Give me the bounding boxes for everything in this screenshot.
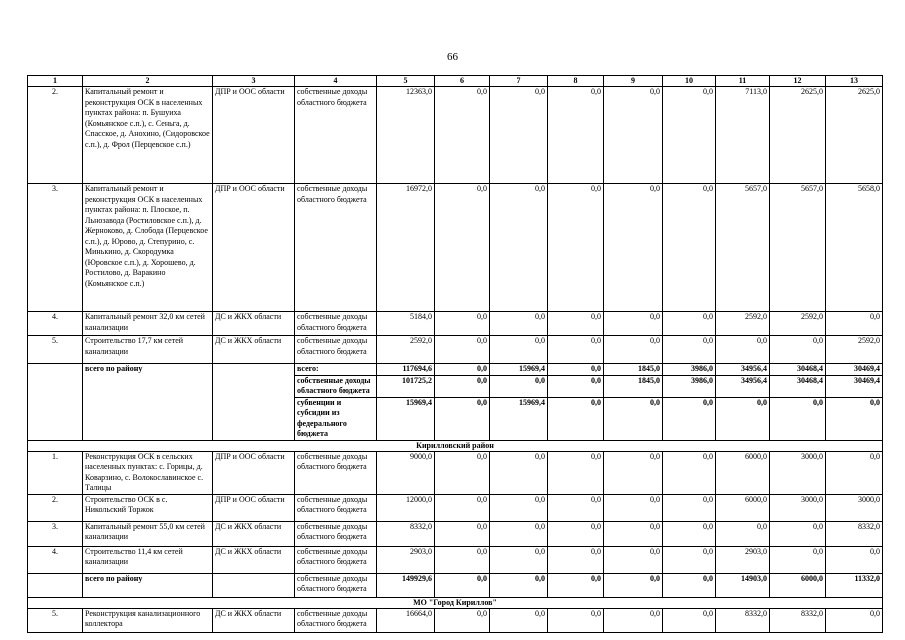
- value-cell: 0,0: [548, 87, 604, 184]
- executor-cell: ДПР и ООС области: [213, 494, 295, 521]
- column-header: 11: [716, 76, 770, 87]
- row-number-cell: 3.: [28, 521, 83, 546]
- funding-source: собственные доходы областного бюджета: [295, 312, 377, 336]
- value-cell: 9000,0: [377, 451, 435, 494]
- funding-source: собственные доходы областного бюджета: [295, 521, 377, 546]
- value-cell: 0,0: [490, 521, 548, 546]
- column-header: 12: [770, 76, 826, 87]
- project-name: Капитальный ремонт 32,0 км сетей канализации: [83, 312, 213, 336]
- value-cell: 30468,4: [770, 375, 826, 397]
- value-cell: 0,0: [435, 336, 490, 364]
- value-cell: 0,0: [663, 521, 716, 546]
- budget-table: [27, 75, 883, 633]
- value-cell: 117694,6: [377, 364, 435, 376]
- project-name: Капитальный ремонт и реконструкция ОСК в населенных пунктах района: п. Плоское, п. Льнозавода (Ростиловское с.п.), д. Жерноково, д. Слобода (Перцевское с.п.), д. Юрово, д. Степурино, с. Минькино, д. Скородумка (Юровское с.п.), д. Хорошево, д. Ростилово, д. Варакино (Комьянское с.п.): [83, 184, 213, 312]
- value-cell: 30469,4: [826, 375, 883, 397]
- value-cell: 2903,0: [377, 546, 435, 573]
- funding-source: собственные доходы областного бюджета: [295, 608, 377, 632]
- value-cell: 0,0: [548, 608, 604, 632]
- value-cell: 30469,4: [826, 364, 883, 376]
- value-cell: 0,0: [663, 184, 716, 312]
- value-cell: 0,0: [435, 608, 490, 632]
- value-cell: 0,0: [663, 312, 716, 336]
- value-cell: 14903,0: [716, 573, 770, 597]
- value-cell: 5184,0: [377, 312, 435, 336]
- column-header: 8: [548, 76, 604, 87]
- funding-source: собственные доходы областного бюджета: [295, 375, 377, 397]
- row-number-cell: 5.: [28, 336, 83, 364]
- value-cell: 6000,0: [716, 451, 770, 494]
- value-cell: 8332,0: [826, 521, 883, 546]
- row-number-cell: 4.: [28, 546, 83, 573]
- value-cell: 0,0: [490, 608, 548, 632]
- value-cell: 0,0: [490, 87, 548, 184]
- value-cell: 34956,4: [716, 375, 770, 397]
- value-cell: 2903,0: [716, 546, 770, 573]
- column-header: 9: [604, 76, 663, 87]
- table-row: [28, 184, 883, 312]
- project-name: всего по району: [83, 573, 213, 597]
- value-cell: 0,0: [548, 184, 604, 312]
- column-header: 4: [295, 76, 377, 87]
- value-cell: 2592,0: [826, 336, 883, 364]
- value-cell: 0,0: [604, 494, 663, 521]
- table-row: [28, 312, 883, 336]
- value-cell: 0,0: [770, 521, 826, 546]
- project-name: Строительство ОСК в с. Никольский Торжок: [83, 494, 213, 521]
- column-header: 5: [377, 76, 435, 87]
- value-cell: 0,0: [770, 336, 826, 364]
- funding-source: собственные доходы областного бюджета: [295, 494, 377, 521]
- executor-cell: ДС и ЖКХ области: [213, 521, 295, 546]
- funding-source: субвенции и субсидии из федерального бюджета: [295, 397, 377, 440]
- value-cell: 30468,4: [770, 364, 826, 376]
- total-row: [28, 364, 883, 376]
- executor-cell: ДПР и ООС области: [213, 451, 295, 494]
- value-cell: 0,0: [548, 397, 604, 440]
- value-cell: 0,0: [435, 375, 490, 397]
- value-cell: 0,0: [716, 397, 770, 440]
- value-cell: 0,0: [490, 336, 548, 364]
- table-row: [28, 87, 883, 184]
- row-number-cell: 4.: [28, 312, 83, 336]
- funding-source: собственные доходы областного бюджета: [295, 573, 377, 597]
- value-cell: 12000,0: [377, 494, 435, 521]
- value-cell: 0,0: [604, 608, 663, 632]
- value-cell: 0,0: [490, 573, 548, 597]
- value-cell: 0,0: [548, 573, 604, 597]
- page-number: 66: [447, 51, 458, 63]
- value-cell: 0,0: [490, 312, 548, 336]
- value-cell: 15969,4: [377, 397, 435, 440]
- value-cell: 5657,0: [716, 184, 770, 312]
- value-cell: 0,0: [435, 521, 490, 546]
- executor-cell: [213, 364, 295, 441]
- value-cell: 0,0: [826, 312, 883, 336]
- row-number-cell: 1.: [28, 451, 83, 494]
- value-cell: 0,0: [548, 364, 604, 376]
- value-cell: 0,0: [663, 573, 716, 597]
- project-name: Капитальный ремонт и реконструкция ОСК в населенных пунктах района: п. Бушуиха (Комьянское с.п.), с. Сеньга, д. Спасское, д. Анохино, (Сидоровское с.п.), д. Фрол (Перцевское с.п.): [83, 87, 213, 184]
- value-cell: 1845,0: [604, 364, 663, 376]
- column-header: 13: [826, 76, 883, 87]
- value-cell: 0,0: [435, 494, 490, 521]
- value-cell: 0,0: [604, 397, 663, 440]
- value-cell: 12363,0: [377, 87, 435, 184]
- value-cell: 0,0: [548, 494, 604, 521]
- value-cell: 3986,0: [663, 375, 716, 397]
- value-cell: 0,0: [435, 573, 490, 597]
- value-cell: 2592,0: [770, 312, 826, 336]
- value-cell: 0,0: [490, 184, 548, 312]
- value-cell: 101725,2: [377, 375, 435, 397]
- value-cell: 15969,4: [490, 397, 548, 440]
- project-name: Реконструкция ОСК в сельских населенных пунктах: с. Горицы, д. Коварзино, с. Волокославинское с. Талицы: [83, 451, 213, 494]
- row-number-cell: [28, 573, 83, 597]
- row-number-cell: 2.: [28, 494, 83, 521]
- value-cell: 8332,0: [377, 521, 435, 546]
- value-cell: 0,0: [663, 608, 716, 632]
- value-cell: 149929,6: [377, 573, 435, 597]
- value-cell: 0,0: [663, 87, 716, 184]
- section-title: Кирилловский район: [28, 440, 883, 451]
- value-cell: 0,0: [548, 375, 604, 397]
- table-row: [28, 546, 883, 573]
- value-cell: 0,0: [604, 451, 663, 494]
- value-cell: 0,0: [490, 494, 548, 521]
- value-cell: 0,0: [663, 494, 716, 521]
- value-cell: 2625,0: [770, 87, 826, 184]
- section-row: [28, 597, 883, 608]
- value-cell: 3000,0: [770, 494, 826, 521]
- value-cell: 3986,0: [663, 364, 716, 376]
- value-cell: 0,0: [826, 397, 883, 440]
- value-cell: 16972,0: [377, 184, 435, 312]
- value-cell: 0,0: [548, 546, 604, 573]
- value-cell: 0,0: [548, 336, 604, 364]
- value-cell: 0,0: [716, 336, 770, 364]
- value-cell: 3000,0: [826, 494, 883, 521]
- value-cell: 0,0: [604, 87, 663, 184]
- column-header: 3: [213, 76, 295, 87]
- value-cell: 0,0: [826, 608, 883, 632]
- section-row: [28, 440, 883, 451]
- executor-cell: ДС и ЖКХ области: [213, 336, 295, 364]
- row-number-cell: 3.: [28, 184, 83, 312]
- column-header: 6: [435, 76, 490, 87]
- funding-source: собственные доходы областного бюджета: [295, 87, 377, 184]
- executor-cell: ДС и ЖКХ области: [213, 608, 295, 632]
- row-number-cell: [28, 364, 83, 441]
- project-name: Строительство 11,4 км сетей канализации: [83, 546, 213, 573]
- value-cell: 0,0: [770, 397, 826, 440]
- executor-cell: ДС и ЖКХ области: [213, 546, 295, 573]
- value-cell: 0,0: [604, 546, 663, 573]
- table-row: [28, 336, 883, 364]
- value-cell: 1845,0: [604, 375, 663, 397]
- value-cell: 3000,0: [770, 451, 826, 494]
- value-cell: 0,0: [663, 451, 716, 494]
- value-cell: 0,0: [604, 521, 663, 546]
- value-cell: 7113,0: [716, 87, 770, 184]
- value-cell: 0,0: [663, 336, 716, 364]
- value-cell: 8332,0: [770, 608, 826, 632]
- funding-source: собственные доходы областного бюджета: [295, 184, 377, 312]
- value-cell: 2592,0: [716, 312, 770, 336]
- value-cell: 0,0: [548, 312, 604, 336]
- funding-source: всего:: [295, 364, 377, 376]
- funding-source: собственные доходы областного бюджета: [295, 546, 377, 573]
- executor-cell: ДС и ЖКХ области: [213, 312, 295, 336]
- value-cell: 0,0: [435, 451, 490, 494]
- value-cell: 6000,0: [716, 494, 770, 521]
- executor-cell: ДПР и ООС области: [213, 184, 295, 312]
- value-cell: 16664,0: [377, 608, 435, 632]
- value-cell: 11332,0: [826, 573, 883, 597]
- value-cell: 0,0: [435, 184, 490, 312]
- column-number-header: [28, 76, 883, 87]
- section-title: МО "Город Кириллов": [28, 597, 883, 608]
- value-cell: 0,0: [435, 546, 490, 573]
- value-cell: 0,0: [435, 364, 490, 376]
- value-cell: 0,0: [604, 184, 663, 312]
- value-cell: 0,0: [604, 336, 663, 364]
- total-label: всего по району: [83, 364, 213, 441]
- value-cell: 5657,0: [770, 184, 826, 312]
- value-cell: 2592,0: [377, 336, 435, 364]
- value-cell: 0,0: [604, 312, 663, 336]
- value-cell: 5658,0: [826, 184, 883, 312]
- value-cell: 0,0: [663, 546, 716, 573]
- value-cell: 0,0: [604, 573, 663, 597]
- executor-cell: ДПР и ООС области: [213, 87, 295, 184]
- value-cell: 0,0: [435, 312, 490, 336]
- value-cell: 2625,0: [826, 87, 883, 184]
- value-cell: 15969,4: [490, 364, 548, 376]
- column-header: 7: [490, 76, 548, 87]
- table-row: [28, 608, 883, 632]
- value-cell: 0,0: [490, 546, 548, 573]
- value-cell: 0,0: [490, 451, 548, 494]
- value-cell: 0,0: [548, 451, 604, 494]
- value-cell: 0,0: [435, 87, 490, 184]
- value-cell: 0,0: [548, 521, 604, 546]
- value-cell: 0,0: [826, 451, 883, 494]
- value-cell: 0,0: [663, 397, 716, 440]
- table-row: [28, 494, 883, 521]
- table-row: [28, 451, 883, 494]
- column-header: 2: [83, 76, 213, 87]
- table-row: [28, 521, 883, 546]
- value-cell: 0,0: [770, 546, 826, 573]
- column-header: 10: [663, 76, 716, 87]
- project-name: Капитальный ремонт 55,0 км сетей канализации: [83, 521, 213, 546]
- value-cell: 0,0: [490, 375, 548, 397]
- value-cell: 8332,0: [716, 608, 770, 632]
- table-body: [28, 76, 883, 633]
- value-cell: 34956,4: [716, 364, 770, 376]
- funding-source: собственные доходы областного бюджета: [295, 336, 377, 364]
- value-cell: 0,0: [826, 546, 883, 573]
- column-header: 1: [28, 76, 83, 87]
- project-name: Реконструкция канализационного коллектора: [83, 608, 213, 632]
- funding-source: собственные доходы областного бюджета: [295, 451, 377, 494]
- total-row: [28, 573, 883, 597]
- value-cell: 0,0: [716, 521, 770, 546]
- project-name: Строительство 17,7 км сетей канализации: [83, 336, 213, 364]
- row-number-cell: 2.: [28, 87, 83, 184]
- executor-cell: [213, 573, 295, 597]
- row-number-cell: 5.: [28, 608, 83, 632]
- value-cell: 0,0: [435, 397, 490, 440]
- value-cell: 6000,0: [770, 573, 826, 597]
